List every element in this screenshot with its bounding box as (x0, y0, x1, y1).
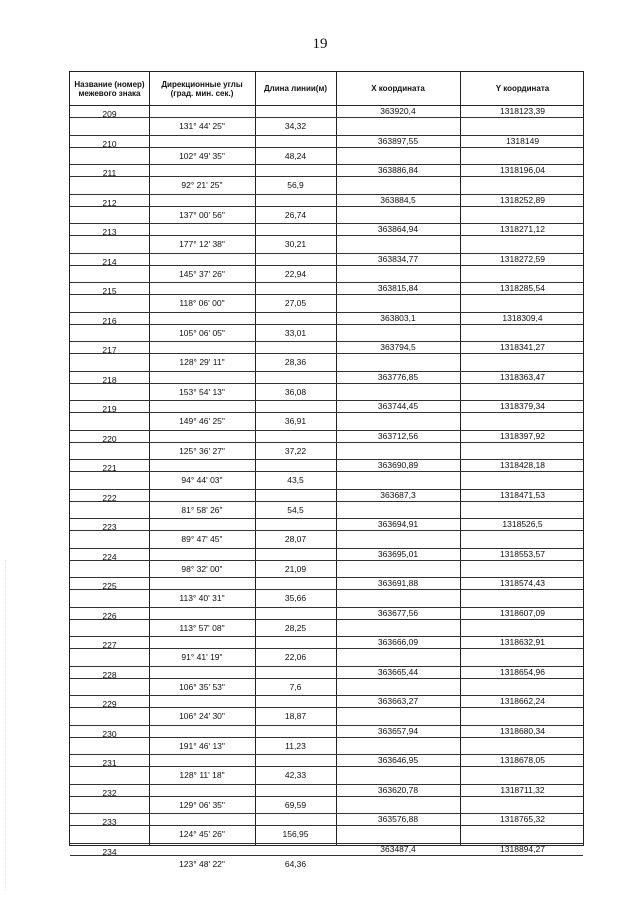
row-x: 363690,89 (377, 460, 419, 470)
row-length: 28,25 (284, 622, 307, 633)
row-angle: 105° 06' 05" (179, 327, 225, 338)
row-length: 43,5 (287, 475, 304, 485)
row-x: 363864,94 (377, 224, 419, 234)
row-y: 1318553,57 (500, 548, 545, 559)
row-name: 220 (102, 433, 117, 444)
row-x: 363694,91 (377, 519, 419, 529)
row-angle: 128° 29' 11" (179, 357, 225, 367)
row-divider (70, 796, 583, 797)
row-y: 1318428,18 (500, 460, 545, 470)
row-length: 34,32 (284, 121, 307, 131)
row-x: 363663,27 (377, 696, 419, 706)
row-y: 1318526,5 (502, 519, 543, 529)
row-name: 218 (102, 374, 117, 385)
row-y: 1318711,32 (500, 784, 545, 795)
row-angle: 91° 41' 19" (181, 652, 223, 662)
row-divider (70, 678, 583, 679)
row-length: 18,87 (284, 711, 307, 721)
row-y: 1318363,47 (500, 371, 545, 382)
row-name: 221 (102, 463, 117, 473)
row-divider (70, 589, 583, 590)
row-length: 156,95 (282, 829, 309, 839)
row-angle: 118° 06' 00" (179, 298, 225, 308)
row-x: 363744,45 (377, 401, 419, 411)
row-name: 232 (102, 787, 117, 798)
header-length: Длина линии(м) (263, 84, 328, 93)
header-angles: Дирекционные углы (град. мин. сек.) (161, 79, 243, 98)
row-y: 1318379,34 (500, 401, 545, 411)
row-length: 48,24 (284, 150, 307, 161)
row-length: 30,21 (284, 239, 307, 249)
row-length: 11,23 (285, 740, 306, 751)
row-angle: 113° 40' 31" (179, 593, 225, 603)
row-x: 363646,95 (377, 755, 419, 765)
header-name: Название (номер) межевого знака (74, 79, 145, 98)
row-name: 230 (102, 728, 117, 739)
row-length: 56,9 (287, 180, 304, 190)
row-x: 363886,84 (377, 165, 419, 175)
row-length: 37,22 (284, 445, 307, 456)
row-length: 26,74 (284, 209, 307, 220)
row-angle: 98° 32' 00" (181, 563, 223, 574)
row-x: 363794,5 (380, 342, 416, 352)
row-angle: 92° 21' 25" (181, 180, 223, 190)
row-divider (70, 560, 583, 561)
row-x: 363657,94 (377, 725, 419, 736)
row-y: 1318341,27 (500, 342, 545, 352)
row-x: 363815,84 (377, 283, 419, 293)
row-x: 363677,56 (377, 607, 419, 618)
row-divider (70, 294, 583, 295)
row-x: 363897,55 (377, 135, 419, 146)
row-x: 363620,78 (377, 784, 419, 795)
row-divider (70, 855, 583, 856)
row-divider (70, 176, 583, 177)
row-x: 363776,85 (377, 371, 419, 382)
row-length: 28,07 (284, 534, 307, 544)
row-divider (70, 324, 583, 325)
row-divider (70, 766, 583, 767)
row-y: 1318607,09 (500, 607, 545, 618)
row-name: 209 (102, 109, 117, 119)
row-name: 228 (102, 669, 117, 680)
row-x: 363576,88 (377, 814, 419, 824)
header-x: X координата (371, 84, 425, 93)
row-angle: 177° 12' 38" (179, 239, 225, 249)
row-name: 226 (102, 610, 117, 621)
row-angle: 106° 35' 53" (179, 681, 225, 692)
row-angle: 137° 00' 56" (179, 209, 225, 220)
row-x: 363884,5 (380, 194, 416, 205)
row-divider (70, 353, 583, 354)
row-length: 22,94 (284, 268, 307, 279)
row-divider (70, 442, 583, 443)
row-name: 223 (102, 522, 117, 532)
row-length: 42,33 (284, 770, 307, 780)
row-length: 69,59 (284, 799, 307, 810)
row-divider (70, 648, 583, 649)
row-length: 7,6 (289, 681, 302, 692)
row-name: 225 (102, 581, 117, 591)
row-angle: 125° 36' 27" (179, 445, 225, 456)
row-y: 1318680,34 (500, 725, 545, 736)
coordinates-table (69, 71, 584, 869)
row-angle: 113° 57' 08" (179, 622, 225, 633)
row-divider (70, 707, 583, 708)
row-angle: 128° 11' 18" (179, 770, 225, 780)
row-angle: 145° 37' 26" (179, 268, 225, 279)
row-name: 224 (102, 551, 117, 562)
row-angle: 123° 48' 22" (179, 858, 225, 869)
row-x: 363666,09 (377, 637, 419, 647)
row-divider (70, 265, 583, 266)
row-length: 36,08 (284, 386, 307, 397)
row-divider (70, 117, 583, 118)
row-divider (70, 235, 583, 236)
row-angle: 153° 54' 13" (179, 386, 225, 397)
row-x: 363803,1 (380, 312, 416, 323)
row-name: 231 (102, 758, 117, 768)
row-y: 1318285,54 (500, 283, 545, 293)
row-y: 1318662,24 (500, 696, 545, 706)
row-x: 363834,77 (377, 253, 419, 264)
row-x: 363687,3 (380, 489, 416, 500)
row-divider (70, 737, 583, 738)
row-angle: 81° 58' 26" (181, 504, 223, 515)
row-divider (70, 206, 583, 207)
row-divider (70, 825, 583, 826)
row-y: 1318123,39 (500, 106, 545, 116)
row-name: 219 (102, 404, 117, 414)
row-divider (70, 147, 583, 148)
page-number: 19 (312, 36, 328, 52)
scan-margin-mark (5, 560, 7, 890)
row-angle: 124° 45' 26" (179, 829, 225, 839)
row-name: 215 (102, 286, 117, 296)
row-length: 22,06 (284, 652, 307, 662)
row-divider (70, 619, 583, 620)
row-name: 227 (102, 640, 117, 650)
row-angle: 89° 47' 45" (181, 534, 223, 544)
row-name: 213 (102, 227, 117, 237)
row-length: 35,66 (284, 593, 307, 603)
row-y: 1318678,05 (500, 755, 545, 765)
row-divider (70, 412, 583, 413)
row-x: 363712,56 (377, 430, 419, 441)
row-y: 1318272,59 (500, 253, 545, 264)
row-y: 1318309,4 (502, 312, 543, 323)
row-length: 27,05 (284, 298, 307, 308)
row-y: 1318397,92 (500, 430, 545, 441)
row-angle: 131° 44' 25" (179, 121, 225, 131)
row-y: 1318471,53 (500, 489, 545, 500)
row-x: 363695,01 (377, 548, 419, 559)
row-divider (70, 471, 583, 472)
row-name: 234 (102, 846, 117, 857)
row-divider (70, 501, 583, 502)
row-y: 1318574,43 (500, 578, 545, 588)
row-length: 21,09 (284, 563, 307, 574)
row-angle: 129° 06' 35" (179, 799, 225, 810)
row-name: 222 (102, 492, 117, 503)
row-length: 54,5 (287, 504, 304, 515)
row-x: 363665,44 (377, 666, 419, 677)
row-angle: 94° 44' 03" (181, 475, 223, 485)
row-name: 233 (102, 817, 117, 827)
row-y: 1318271,12 (500, 224, 545, 234)
row-length: 33,01 (284, 327, 307, 338)
header-y: Y координата (495, 84, 550, 93)
row-angle: 149° 46' 25" (179, 416, 225, 426)
row-name: 210 (102, 138, 117, 149)
row-x: 363487,4 (380, 843, 416, 854)
row-angle: 102° 49' 35" (179, 150, 225, 161)
row-name: 229 (102, 699, 117, 709)
row-name: 212 (102, 197, 117, 208)
row-y: 1318765,32 (500, 814, 545, 824)
row-name: 211 (102, 168, 117, 178)
row-y: 1318632,91 (500, 637, 545, 647)
row-divider (70, 530, 583, 531)
row-length: 36,91 (284, 416, 307, 426)
row-divider (70, 383, 583, 384)
row-y: 1318196,04 (500, 165, 545, 175)
row-length: 28,36 (284, 357, 307, 367)
row-y: 1318252,89 (500, 194, 545, 205)
row-name: 217 (102, 345, 117, 355)
row-name: 216 (102, 315, 117, 326)
row-x: 363691,88 (377, 578, 419, 588)
row-length: 64,36 (284, 858, 307, 869)
row-y: 1318654,96 (500, 666, 545, 677)
row-x: 363920,4 (380, 106, 416, 116)
row-y: 1318894,27 (500, 843, 545, 854)
row-y: 1318149 (505, 135, 540, 146)
row-angle: 191° 46' 13" (179, 740, 225, 751)
row-name: 214 (102, 256, 117, 267)
row-angle: 106° 24' 30" (179, 711, 225, 721)
